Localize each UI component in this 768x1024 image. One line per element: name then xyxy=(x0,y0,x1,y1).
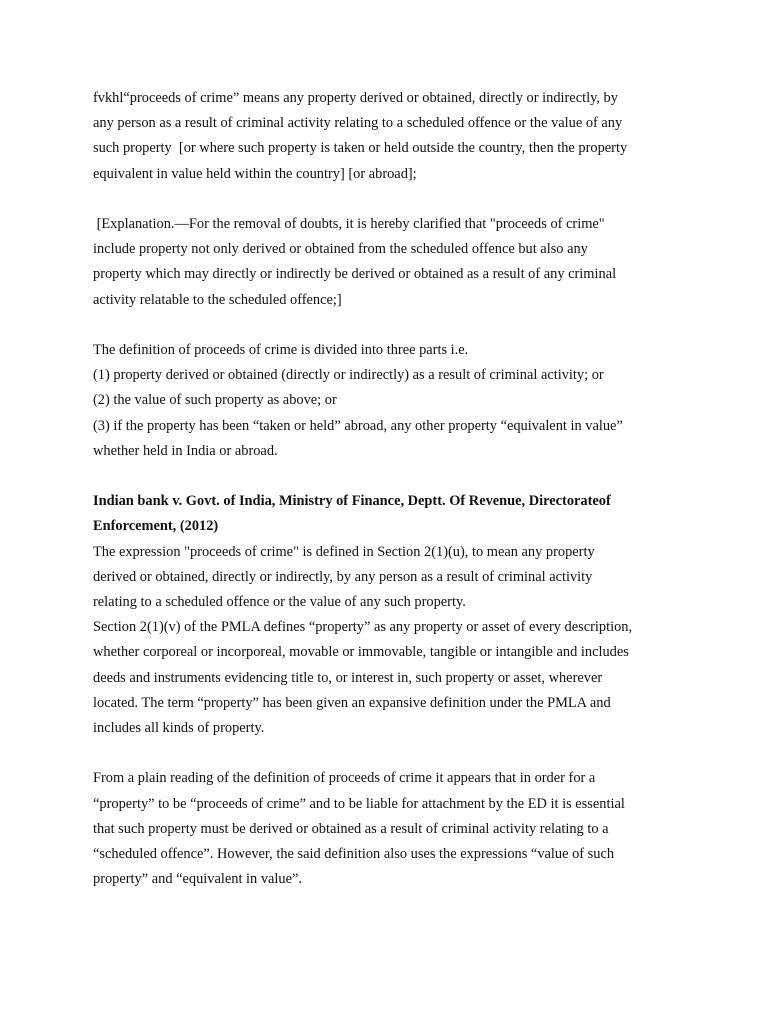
text-line: deeds and instruments evidencing title to, or interest in, such property or asset, wherever xyxy=(93,669,603,686)
text-line: whether held in India or abroad. xyxy=(93,442,278,459)
paragraph-spacer xyxy=(93,313,683,338)
text-line: Section 2(1)(v) of the PMLA defines “property” as any property or asset of every description, xyxy=(93,619,633,636)
text-line: any person as a result of criminal activity relating to a scheduled offence or the value of any xyxy=(93,115,623,132)
list-item: (3) if the property has been “taken or held” abroad, any other property “equivalent in value” xyxy=(93,417,623,434)
paragraph-spacer xyxy=(93,741,683,766)
text-line: property” and “equivalent in value”. xyxy=(93,871,302,888)
text-line: “property” to be “proceeds of crime” and to be liable for attachment by the ED it is essential xyxy=(93,795,625,812)
text-line: The expression "proceeds of crime" is defined in Section 2(1)(u), to mean any property xyxy=(93,543,595,560)
analysis-paragraph xyxy=(93,766,683,892)
document-body xyxy=(93,86,683,892)
heading-line: Enforcement, (2012) xyxy=(93,518,219,535)
text-line: fvkhl“proceeds of crime” means any property derived or obtained, directly or indirectly, by xyxy=(93,90,618,106)
text-line: “scheduled offence”. However, the said definition also uses the expressions “value of such xyxy=(93,846,615,863)
text-line: From a plain reading of the definition of proceeds of crime it appears that in order for a xyxy=(93,770,596,787)
definition-paragraph xyxy=(93,86,683,187)
text-line: such property [or where such property is taken or held outside the country, then the property xyxy=(93,140,628,157)
text-line: that such property must be derived or obtained as a result of criminal activity relating to a xyxy=(93,820,609,837)
text-line: include property not only derived or obtained from the scheduled offence but also any xyxy=(93,241,588,258)
list-item: (1) property derived or obtained (directly or indirectly) as a result of criminal activity; or xyxy=(93,367,604,384)
text-line: property which may directly or indirectly be derived or obtained as a result of any criminal xyxy=(93,266,617,283)
explanation-paragraph xyxy=(93,212,683,313)
case-heading xyxy=(93,489,683,539)
text-line: activity relatable to the scheduled offence;] xyxy=(93,291,342,308)
text-line: [Explanation.—For the removal of doubts, it is hereby clarified that "proceeds of crime" xyxy=(93,216,605,232)
heading-line: Indian bank v. Govt. of India, Ministry of Finance, Deptt. Of Revenue, Directorateof xyxy=(93,493,611,510)
case-body-paragraph xyxy=(93,540,683,742)
text-line: relating to a scheduled offence or the value of any such property. xyxy=(93,594,466,611)
parts-paragraph xyxy=(93,338,683,464)
text-line: whether corporeal or incorporeal, movable or immovable, tangible or intangible and includes xyxy=(93,644,629,661)
text-line: includes all kinds of property. xyxy=(93,720,265,737)
paragraph-spacer xyxy=(93,187,683,212)
text-line: located. The term “property” has been given an expansive definition under the PMLA and xyxy=(93,694,611,711)
text-line: equivalent in value held within the country] [or abroad]; xyxy=(93,165,417,182)
list-item: (2) the value of such property as above; or xyxy=(93,392,337,409)
text-line: derived or obtained, directly or indirectly, by any person as a result of criminal activity xyxy=(93,568,593,585)
paragraph-spacer xyxy=(93,464,683,489)
text-line: The definition of proceeds of crime is divided into three parts i.e. xyxy=(93,342,469,358)
